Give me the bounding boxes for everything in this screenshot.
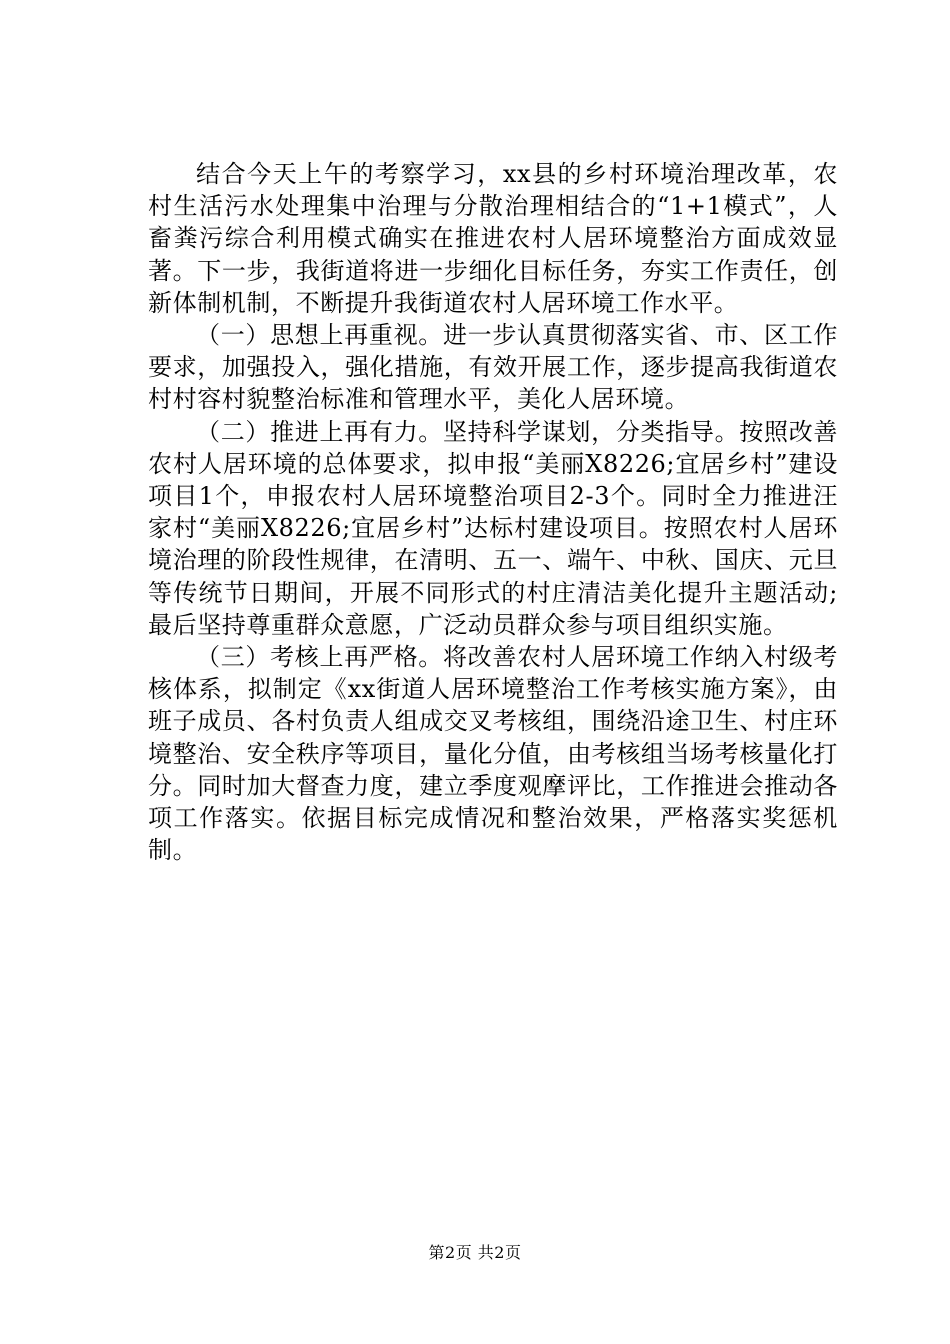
- paragraph-intro: 结合今天上午的考察学习，xx县的乡村环境治理改革，农村生活污水处理集中治理与分散治理相结合的“1+1模式”，人畜粪污综合利用模式确实在推进农村人居环境整治方面成效显著。下一步，我街道将进一步细化目标任务，夯实工作责任，创新体制机制，不断提升我街道农村人居环境工作水平。: [148, 160, 838, 317]
- paragraph-section-2: （二）推进上再有力。坚持科学谋划，分类指导。按照改善农村人居环境的总体要求，拟申报“美丽X8226;宜居乡村”建设项目1个，申报农村人居环境整治项目2-3个。同时全力推进汪家村“美丽X8226;宜居乡村”达标村建设项目。按照农村人居环境治理的阶段性规律，在清明、五一、端午、中秋、国庆、元旦等传统节日期间，开展不同形式的村庄清洁美化提升主题活动;最后坚持尊重群众意愿，广泛动员群众参与项目组织实施。: [148, 417, 838, 639]
- paragraph-section-3: （三）考核上再严格。将改善农村人居环境工作纳入村级考核体系，拟制定《xx街道人居环境整治工作考核实施方案》，由班子成员、各村负责人组成交叉考核组，围绕沿途卫生、村庄环境整治、安全秩序等项目，量化分值，由考核组当场考核量化打分。同时加大督查力度，建立季度观摩评比，工作推进会推动各项工作落实。依据目标完成情况和整治效果，严格落实奖惩机制。: [148, 643, 838, 865]
- document-body: [148, 158, 838, 866]
- paragraph-section-1: （一）思想上再重视。进一步认真贯彻落实省、市、区工作要求，加强投入，强化措施，有效开展工作，逐步提高我街道农村村容村貌整治标准和管理水平，美化人居环境。: [148, 321, 838, 414]
- page-number-footer: 第2页 共2页: [428, 1243, 522, 1262]
